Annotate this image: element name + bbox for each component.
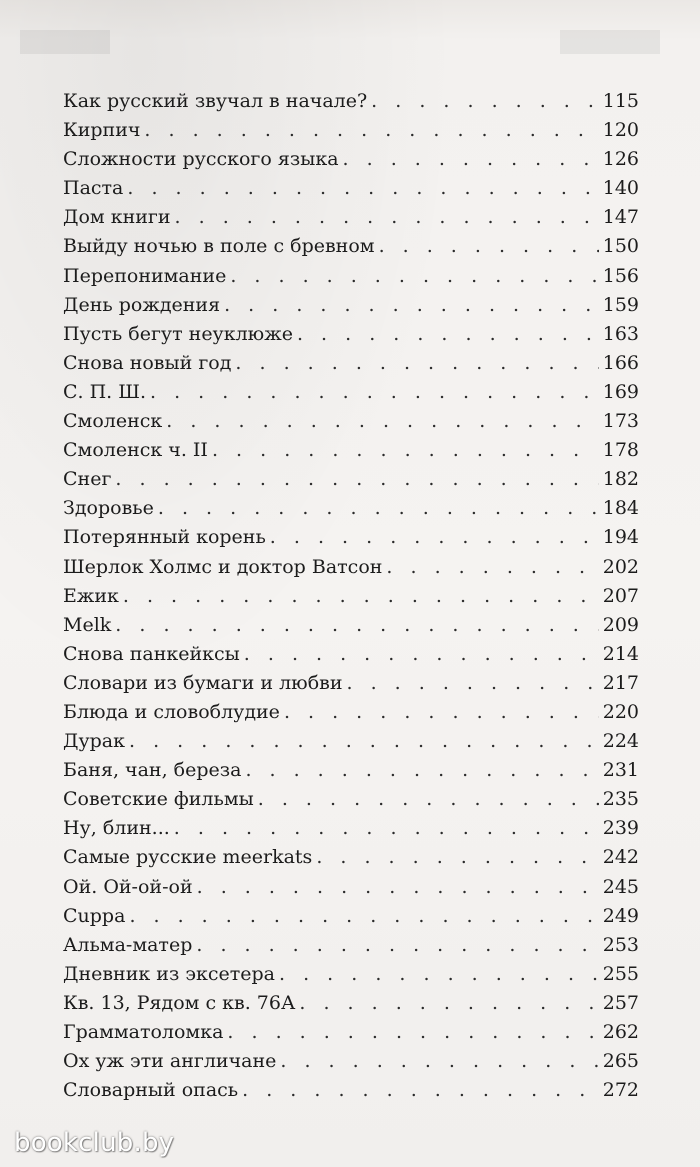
toc-entry-page-number: 115 xyxy=(602,90,639,112)
toc-entry xyxy=(63,902,639,931)
table-of-contents xyxy=(63,87,639,1105)
toc-entry-title: Смоленск xyxy=(63,410,163,433)
dot-leader xyxy=(280,1047,598,1076)
toc-entry-title: Блюда и словоблудие xyxy=(63,700,280,723)
dot-leader xyxy=(270,523,599,552)
toc-entry xyxy=(63,378,639,407)
toc-entry-page-number: 120 xyxy=(602,119,639,142)
toc-entry-title: Пусть бегут неуклюже xyxy=(63,322,293,345)
toc-entry-page-number: 209 xyxy=(602,613,639,636)
toc-entry xyxy=(63,145,639,174)
toc-entry-title: Ну, блин... xyxy=(63,817,170,840)
toc-entry xyxy=(63,727,639,756)
toc-entry-title: Грамматоломка xyxy=(63,1021,224,1043)
toc-entry-title: Словари из бумаги и любви xyxy=(63,671,343,694)
toc-entry-page-number: 182 xyxy=(602,468,639,491)
toc-entry-page-number: 202 xyxy=(602,555,639,578)
toc-entry xyxy=(63,669,639,698)
toc-entry-title: Дневник из эксетера xyxy=(63,962,276,985)
dot-leader xyxy=(244,640,599,669)
toc-entry-page-number: 163 xyxy=(602,322,639,345)
toc-entry-title: Паста xyxy=(63,177,124,200)
toc-entry xyxy=(63,465,639,494)
toc-entry xyxy=(63,523,639,552)
dot-leader xyxy=(224,291,599,320)
toc-entry-page-number: 126 xyxy=(602,148,639,171)
dot-leader xyxy=(196,931,598,960)
toc-entry xyxy=(63,698,639,727)
site-watermark: bookclub.by xyxy=(14,1128,175,1158)
dot-leader xyxy=(245,756,598,785)
toc-entry-page-number: 231 xyxy=(602,759,639,782)
toc-entry-page-number: 217 xyxy=(602,671,639,694)
toc-entry xyxy=(63,436,639,465)
toc-entry xyxy=(63,320,639,349)
toc-entry xyxy=(63,407,639,436)
dot-leader xyxy=(284,698,599,727)
toc-entry-title: Дом книги xyxy=(63,206,171,229)
toc-entry-page-number: 262 xyxy=(602,1021,639,1043)
dot-leader xyxy=(127,174,598,203)
toc-entry-page-number: 249 xyxy=(602,904,639,927)
toc-entry-page-number: 239 xyxy=(602,817,639,840)
toc-entry-title: Кирпич xyxy=(63,119,141,142)
toc-entry-page-number: 255 xyxy=(602,962,639,985)
toc-entry xyxy=(63,116,639,145)
toc-entry-page-number: 166 xyxy=(602,351,639,374)
toc-entry xyxy=(63,349,639,378)
toc-entry-page-number: 214 xyxy=(602,642,639,665)
dot-leader xyxy=(174,814,599,843)
toc-entry-page-number: 156 xyxy=(602,264,639,287)
toc-entry-page-number: 207 xyxy=(602,584,639,607)
dot-leader xyxy=(371,87,599,116)
toc-entry-page-number: 242 xyxy=(602,846,639,869)
dot-leader xyxy=(299,989,598,1018)
toc-entry-title: С. П. Ш. xyxy=(63,380,146,403)
toc-entry-title: Снова новый год xyxy=(63,351,232,374)
toc-entry-title: Потерянный корень xyxy=(63,526,266,549)
dot-leader xyxy=(343,145,599,174)
toc-entry-title: Самые русские meerkats xyxy=(63,846,313,869)
toc-entry-title: Альма-матер xyxy=(63,933,193,956)
dot-leader xyxy=(279,960,599,989)
dot-leader xyxy=(123,582,599,611)
toc-entry xyxy=(63,203,639,232)
dot-leader xyxy=(166,407,598,436)
toc-entry xyxy=(63,1018,639,1047)
dot-leader xyxy=(150,378,599,407)
toc-entry-title: Смоленск ч. II xyxy=(63,439,208,462)
dot-leader xyxy=(129,902,598,931)
dot-leader xyxy=(386,553,598,582)
toc-entry xyxy=(63,931,639,960)
dot-leader xyxy=(379,232,599,261)
dot-leader xyxy=(129,727,599,756)
toc-entry-title: День рождения xyxy=(63,293,221,316)
toc-entry-page-number: 194 xyxy=(602,526,639,549)
toc-entry-title: Перепонимание xyxy=(63,264,227,287)
dot-leader xyxy=(297,320,599,349)
toc-entry-title: Снова панкейксы xyxy=(63,642,240,665)
toc-entry xyxy=(63,640,639,669)
toc-entry-page-number: 257 xyxy=(602,991,639,1014)
toc-entry xyxy=(63,582,639,611)
toc-entry-page-number: 272 xyxy=(602,1079,639,1102)
toc-entry xyxy=(63,814,639,843)
toc-entry-page-number: 245 xyxy=(602,875,639,898)
faint-running-header xyxy=(20,30,680,54)
toc-entry xyxy=(63,1076,639,1105)
dot-leader xyxy=(197,873,599,902)
toc-entry xyxy=(63,785,639,814)
toc-entry-page-number: 159 xyxy=(602,293,639,316)
toc-entry xyxy=(63,960,639,989)
dot-leader xyxy=(230,262,598,291)
dot-leader xyxy=(347,669,599,698)
toc-entry xyxy=(63,87,639,116)
toc-entry-page-number: 140 xyxy=(602,177,639,200)
dot-leader xyxy=(158,494,599,523)
toc-entry-title: Баня, чан, береза xyxy=(63,759,242,782)
toc-entry-title: Cuppa xyxy=(63,904,126,927)
dot-leader xyxy=(175,203,599,232)
toc-entry xyxy=(63,553,639,582)
toc-entry xyxy=(63,494,639,523)
dot-leader xyxy=(212,436,599,465)
dot-leader xyxy=(235,349,598,378)
dot-leader xyxy=(144,116,598,145)
toc-entry-title: Ох уж эти англичане xyxy=(63,1050,277,1073)
toc-entry-title: Ой. Ой-ой-ой xyxy=(63,875,193,898)
toc-entry-title: Словарный опась xyxy=(63,1079,239,1102)
toc-entry-page-number: 150 xyxy=(602,235,639,258)
toc-entry xyxy=(63,174,639,203)
dot-leader xyxy=(115,465,598,494)
toc-entry-title: Кв. 13, Рядом с кв. 76А xyxy=(63,991,296,1014)
toc-entry xyxy=(63,756,639,785)
toc-entry-title: Melk xyxy=(63,613,112,636)
toc-entry xyxy=(63,262,639,291)
toc-entry-title: Как русский звучал в начале? xyxy=(63,90,368,112)
toc-entry-page-number: 184 xyxy=(602,497,639,520)
toc-entry-title: Дурак xyxy=(63,730,125,753)
toc-entry-page-number: 224 xyxy=(602,730,639,753)
toc-entry xyxy=(63,611,639,640)
toc-entry xyxy=(63,873,639,902)
toc-entry xyxy=(63,989,639,1018)
toc-entry-page-number: 169 xyxy=(602,380,639,403)
toc-entry xyxy=(63,291,639,320)
toc-entry-page-number: 220 xyxy=(602,700,639,723)
toc-entry xyxy=(63,843,639,872)
toc-entry-title: Снег xyxy=(63,468,112,491)
toc-entry-title: Здоровье xyxy=(63,497,154,520)
dot-leader xyxy=(227,1018,598,1047)
toc-entry-page-number: 253 xyxy=(602,933,639,956)
toc-entry-page-number: 265 xyxy=(602,1050,639,1073)
toc-entry-page-number: 235 xyxy=(602,788,639,811)
toc-entry xyxy=(63,1047,639,1076)
dot-leader xyxy=(242,1076,599,1105)
toc-entry-title: Ежик xyxy=(63,584,119,607)
toc-entry-page-number: 147 xyxy=(602,206,639,229)
toc-entry-page-number: 178 xyxy=(602,439,639,462)
dot-leader xyxy=(316,843,598,872)
toc-entry-title: Сложности русского языка xyxy=(63,148,339,171)
dot-leader xyxy=(258,785,599,814)
toc-entry-title: Шерлок Холмс и доктор Ватсон xyxy=(63,555,383,578)
toc-entry xyxy=(63,232,639,261)
toc-entry-title: Советские фильмы xyxy=(63,788,254,811)
dot-leader xyxy=(115,611,598,640)
toc-entry-title: Выйду ночью в поле с бревном xyxy=(63,235,375,258)
toc-entry-page-number: 173 xyxy=(602,410,639,433)
